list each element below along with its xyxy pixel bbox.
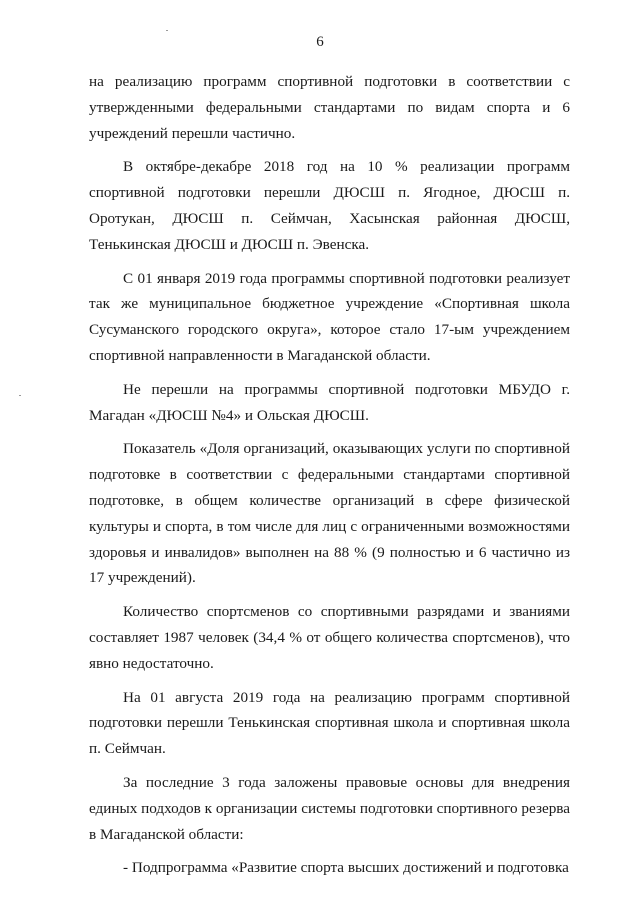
paragraph-august-2019: На 01 августа 2019 года на реализацию программ спортивной подготовки перешли Тенькинская спортивная школа и спортивная школа п. Сеймчан. (89, 688, 570, 758)
document-body (89, 69, 570, 881)
paragraph-indicator-share: Показатель «Доля организаций, оказывающих услуги по спортивной подготовке в соответствии с федеральными стандартами спортивной подготовке, в общем количестве организаций в сфере физической культуры и спорта, в том числе для лиц с ограниченными возможностями здоровья и инвалидов» выполнен на 88 % (9 полностью и 6 частично из 17 учреждений). (89, 440, 570, 587)
paragraph-not-transitioned: Не перешли на программы спортивной подготовки МБУДО г. Магадан «ДЮСШ №4» и Ольская ДЮСШ. (89, 380, 570, 424)
paragraph-subprogram-item: - Подпрограмма «Развитие спорта высших достижений и подготовка (123, 859, 569, 877)
paragraph-october-december-2018: В октябре-декабре 2018 год на 10 % реализации программ спортивной подготовки перешли ДЮСШ п. Ягодное, ДЮСШ п. Оротукан, ДЮСШ п. Сеймчан, Хасынская районная ДЮСШ, Тенькинская ДЮСШ и ДЮСШ п. Эвенска. (89, 158, 570, 253)
page-number: 6 (316, 34, 324, 50)
paragraph-legal-basis: За последние 3 года заложены правовые основы для внедрения единых подходов к организации системы подготовки спортивного резерва в Магаданской области: (89, 773, 570, 843)
paragraph-continuation: на реализацию программ спортивной подготовки в соответствии с утвержденными федеральными стандартами по видам спорта и 6 учреждений перешли частично. (89, 73, 570, 142)
paragraph-athletes-count: Количество спортсменов со спортивными разрядами и званиями составляет 1987 человек (34,4 % от общего количества спортсменов), что явно недостаточно. (89, 603, 570, 672)
scan-speck (19, 395, 21, 396)
paragraph-january-2019: С 01 января 2019 года программы спортивной подготовки реализует так же муниципальное бюджетное учреждение «Спортивная школа Сусуманского городского округа», которое стало 17-ым учреждением спортивной направленности в Магаданской области. (89, 269, 570, 364)
scan-speck (166, 30, 168, 31)
